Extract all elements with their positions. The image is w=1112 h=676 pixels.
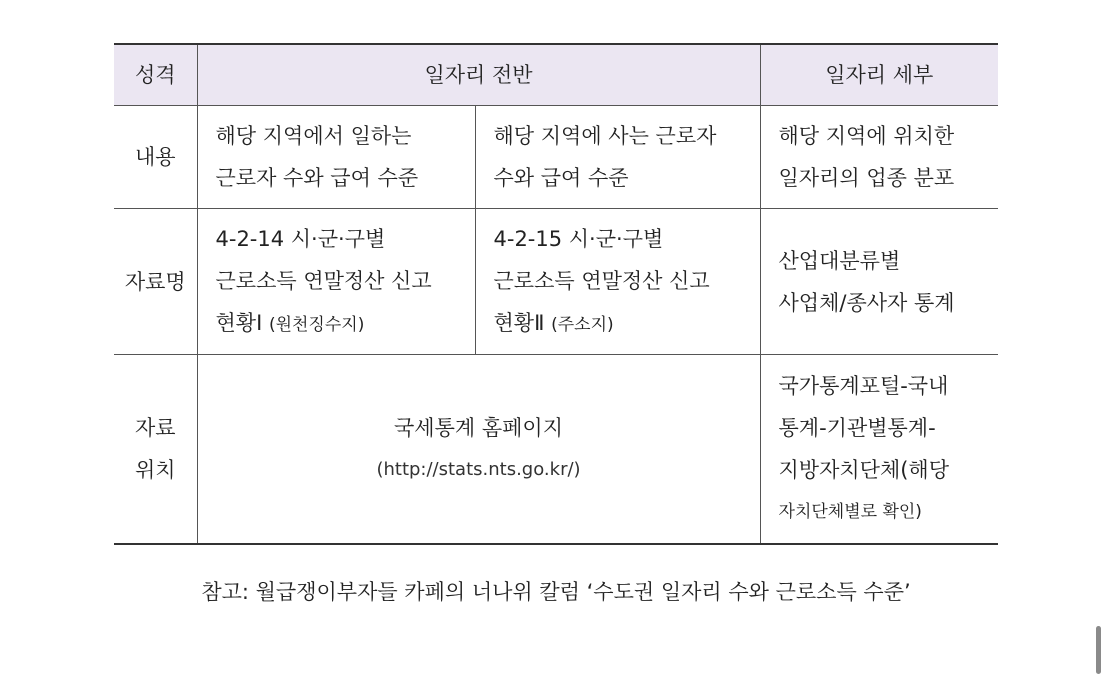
header-detail: 일자리 세부 [760,44,998,106]
table-row-content [114,106,998,209]
cell-line: 근로자 수와 급여 수준 [215,166,419,190]
table-row-dataset [114,209,998,355]
header-category: 성격 [114,44,197,106]
table-header-row [114,44,998,106]
cell-line: 해당 지역에 위치한 [778,124,955,148]
cell-text: 현황Ⅰ [215,310,263,335]
cell-line: 4-2-14 시·군·구별 [215,226,386,251]
row-label-content: 내용 [114,106,197,209]
dataset-overall-workplace [197,209,475,355]
cell-line: 지방자치단체(해당 [778,457,949,482]
cell-line [494,302,750,346]
cell-line: 근로소득 연말정산 신고 [493,268,710,293]
location-overall [197,355,760,544]
dataset-detail [760,209,998,355]
cell-line: 자치단체별로 확인) [778,501,922,522]
cell-line: 위치 [134,457,176,482]
cell-line: 국가통계포털-국내 [778,373,949,398]
content-overall-residence [475,106,760,209]
content-overall-workplace [197,106,475,209]
header-overall: 일자리 전반 [197,44,760,106]
row-label-location [114,355,197,544]
source-footnote: 참고: 월급쟁이부자들 카페의 너나위 칼럼 ‘수도권 일자리 수와 근로소득 수준’ [201,580,911,604]
cell-line: 자료 [134,415,176,440]
cell-line: 통계-기관별통계- [778,415,936,440]
source-url: (http://stats.nts.go.kr/) [376,458,581,480]
cell-note: (원천징수지) [268,314,365,335]
cell-line: 해당 지역에서 일하는 [215,124,412,148]
cell-line: 근로소득 연말정산 신고 [215,268,432,293]
cell-line: 해당 지역에 사는 근로자 [493,124,717,148]
cell-text: 현황Ⅱ [493,310,545,335]
content-detail [760,106,998,209]
cell-line: 수와 급여 수준 [493,166,629,190]
scrollbar[interactable] [1096,626,1101,674]
row-label-dataset: 자료명 [114,209,197,355]
cell-line [216,302,465,346]
data-source-table [114,43,998,545]
location-detail [760,355,998,544]
cell-line: 일자리의 업종 분포 [778,166,955,190]
table-row-location [114,355,998,544]
cell-line: 사업체/종사자 통계 [778,290,955,315]
cell-line: 국세통계 홈페이지 [394,415,563,440]
dataset-overall-residence [475,209,760,355]
cell-note: (주소지) [551,314,614,335]
cell-line: 4-2-15 시·군·구별 [493,226,664,251]
cell-line: 산업대분류별 [778,248,901,273]
